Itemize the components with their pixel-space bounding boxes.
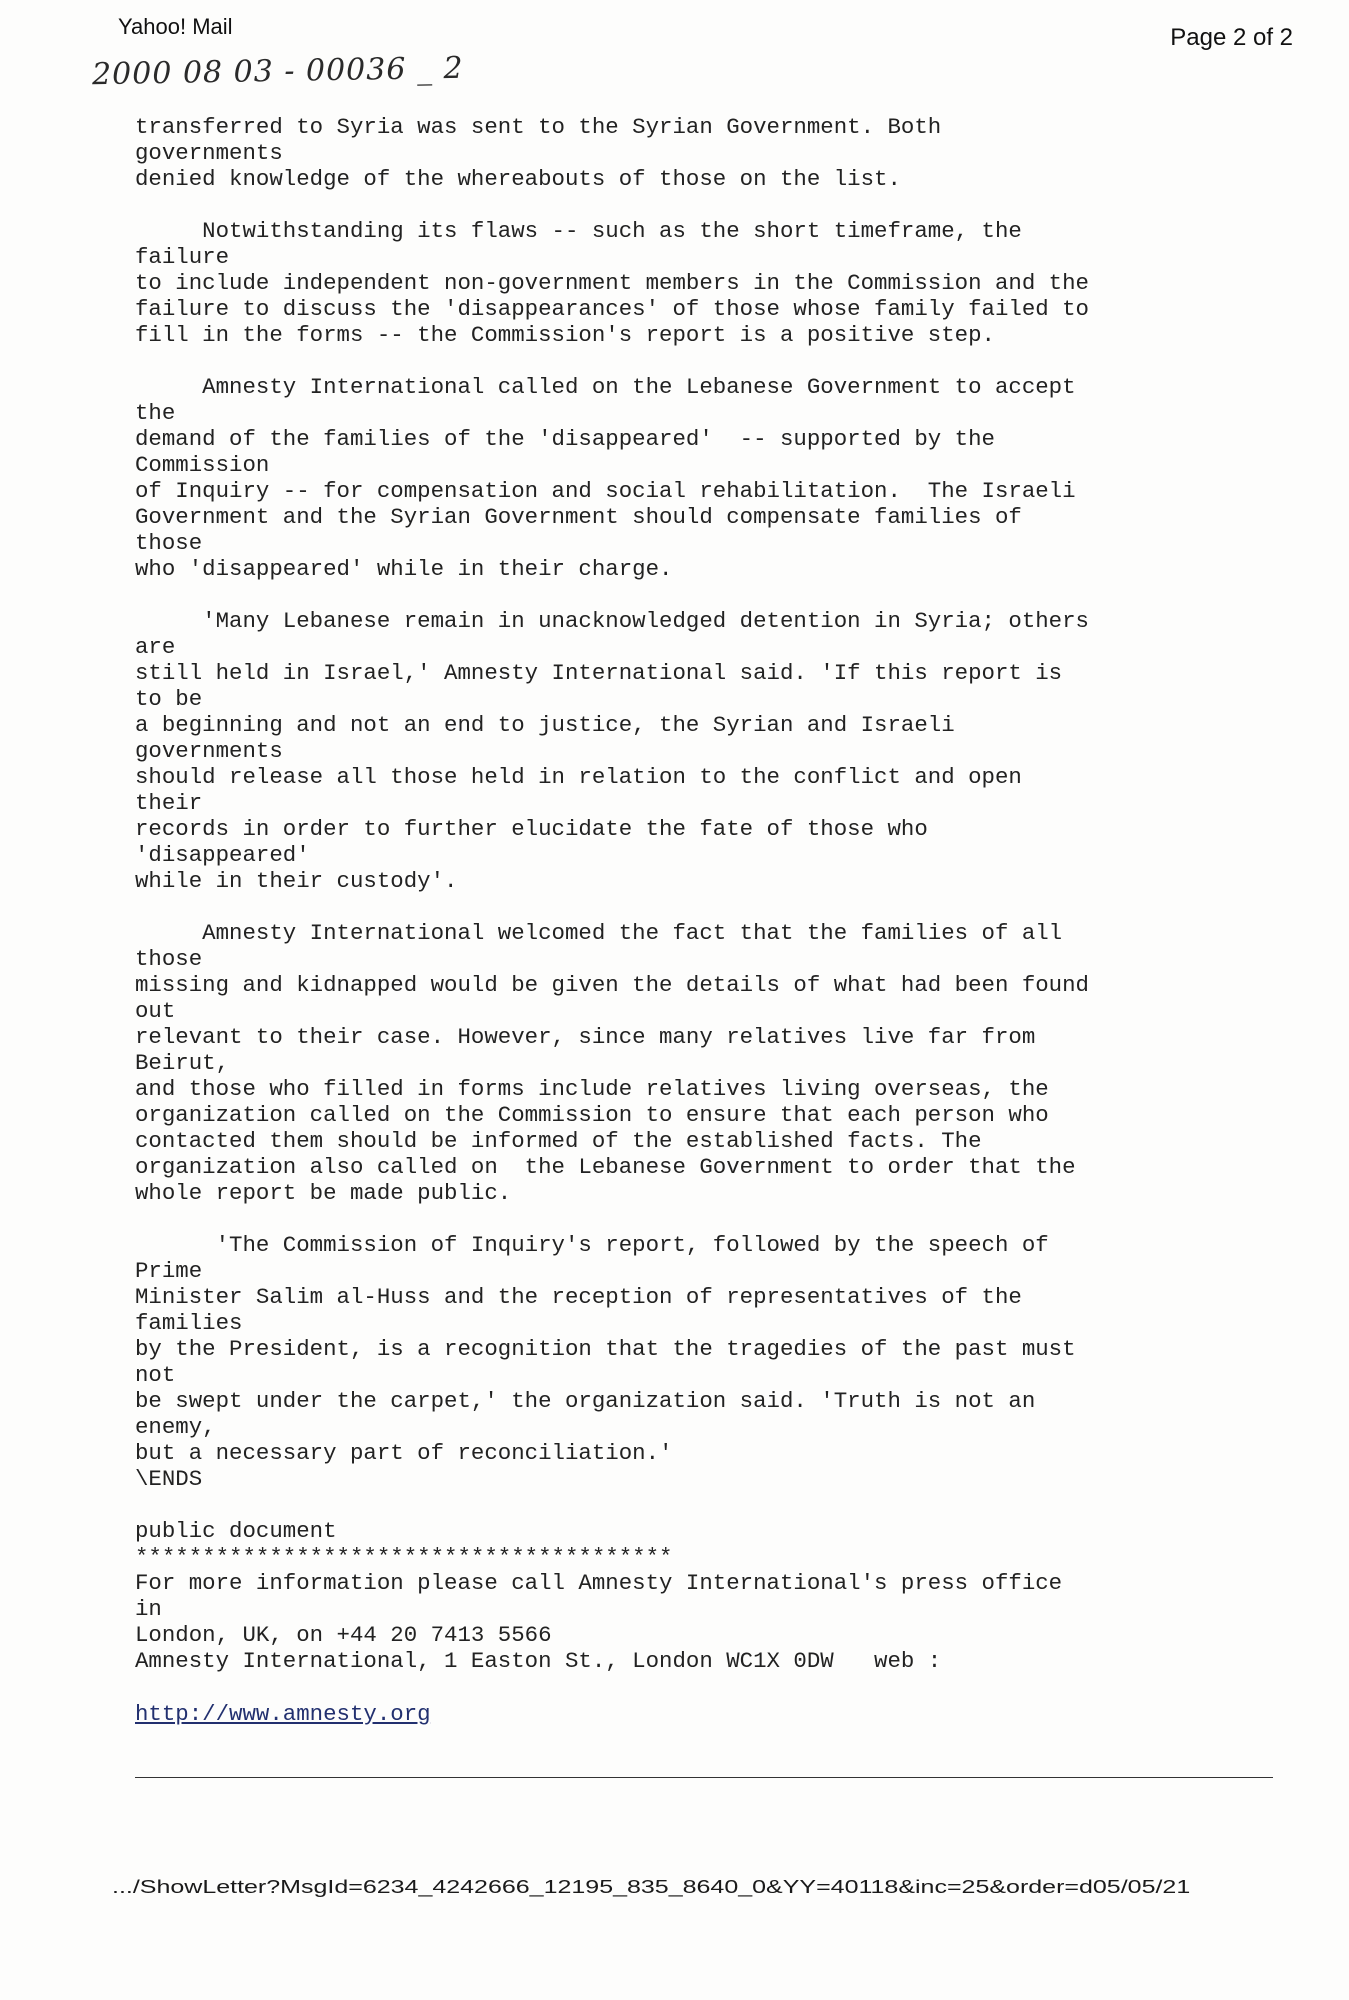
body-line: governments — [135, 738, 283, 764]
body-line: the — [135, 400, 176, 426]
body-line: Minister Salim al-Huss and the reception of representatives of the — [135, 1284, 1022, 1310]
body-line: those — [135, 946, 203, 972]
body-line: Government and the Syrian Government should compensate families of — [135, 504, 1022, 530]
body-line: should release all those held in relation to the conflict and open — [135, 764, 1022, 790]
app-name: Yahoo! Mail — [118, 14, 233, 39]
body-line: those — [135, 530, 203, 556]
body-line: denied knowledge of the whereabouts of those on the list. — [135, 166, 901, 192]
amnesty-website-link[interactable]: http://www.amnesty.org — [135, 1701, 431, 1727]
handwritten-document-id: 2000 08 03 - 00036 _ 2 — [91, 50, 464, 93]
body-line: 'Many Lebanese remain in unacknowledged detention in Syria; others — [135, 608, 1089, 634]
body-line: of Inquiry -- for compensation and social rehabilitation. The Israeli — [135, 478, 1076, 504]
body-line: still held in Israel,' Amnesty International said. 'If this report is — [135, 660, 1063, 686]
body-line: enemy, — [135, 1414, 216, 1440]
body-line: transferred to Syria was sent to the Syrian Government. Both — [135, 114, 942, 140]
email-body — [135, 114, 1235, 1674]
body-line: but a necessary part of reconciliation.' — [135, 1440, 673, 1466]
body-line: be swept under the carpet,' the organization said. 'Truth is not an — [135, 1388, 1036, 1414]
body-line: are — [135, 634, 176, 660]
footer-url: .../ShowLetter?MsgId=6234_4242666_12195_835_8640_0&YY=40118&inc=25&order=d05/05/21 — [112, 1877, 1191, 1898]
body-line: whole report be made public. — [135, 1180, 512, 1206]
body-line: records in order to further elucidate the fate of those who — [135, 816, 928, 842]
body-line: failure — [135, 244, 230, 270]
body-line: For more information please call Amnesty International's press office — [135, 1570, 1063, 1596]
body-line: Beirut, — [135, 1050, 230, 1076]
body-line: and those who filled in forms include relatives living overseas, the — [135, 1076, 1049, 1102]
body-line: not — [135, 1362, 176, 1388]
body-line: missing and kidnapped would be given the details of what had been found — [135, 972, 1089, 998]
body-line: families — [135, 1310, 243, 1336]
body-line: London, UK, on +44 20 7413 5566 — [135, 1622, 552, 1648]
body-line: 'The Commission of Inquiry's report, followed by the speech of — [135, 1232, 1049, 1258]
body-line: organization called on the Commission to ensure that each person who — [135, 1102, 1049, 1128]
body-line: a beginning and not an end to justice, the Syrian and Israeli — [135, 712, 955, 738]
body-line: Amnesty International called on the Lebanese Government to accept — [135, 374, 1076, 400]
body-line: who 'disappeared' while in their charge. — [135, 556, 673, 582]
body-line: Prime — [135, 1258, 203, 1284]
page-indicator: Page 2 of 2 — [1170, 24, 1293, 51]
body-line: while in their custody'. — [135, 868, 458, 894]
body-line: governments — [135, 140, 283, 166]
body-line: to include independent non-government members in the Commission and the — [135, 270, 1089, 296]
body-line: by the President, is a recognition that the tragedies of the past must — [135, 1336, 1076, 1362]
body-line: to be — [135, 686, 203, 712]
body-line: Amnesty International welcomed the fact that the families of all — [135, 920, 1063, 946]
body-line: **************************************** — [135, 1544, 673, 1570]
body-line: failure to discuss the 'disappearances' of those whose family failed to — [135, 296, 1089, 322]
divider — [135, 1777, 1273, 1778]
body-line: Notwithstanding its flaws -- such as the short timeframe, the — [135, 218, 1022, 244]
body-line: contacted them should be informed of the established facts. The — [135, 1128, 982, 1154]
body-line: in — [135, 1596, 162, 1622]
body-line: relevant to their case. However, since many relatives live far from — [135, 1024, 1036, 1050]
body-line: organization also called on the Lebanese Government to order that the — [135, 1154, 1076, 1180]
body-line: fill in the forms -- the Commission's report is a positive step. — [135, 322, 995, 348]
body-line: out — [135, 998, 176, 1024]
body-line: Commission — [135, 452, 270, 478]
body-line: their — [135, 790, 203, 816]
body-line: \ENDS — [135, 1466, 203, 1492]
body-line: Amnesty International, 1 Easton St., London WC1X 0DW web : — [135, 1648, 942, 1674]
body-line: 'disappeared' — [135, 842, 310, 868]
body-line: demand of the families of the 'disappeared' -- supported by the — [135, 426, 995, 452]
body-line: public document — [135, 1518, 337, 1544]
